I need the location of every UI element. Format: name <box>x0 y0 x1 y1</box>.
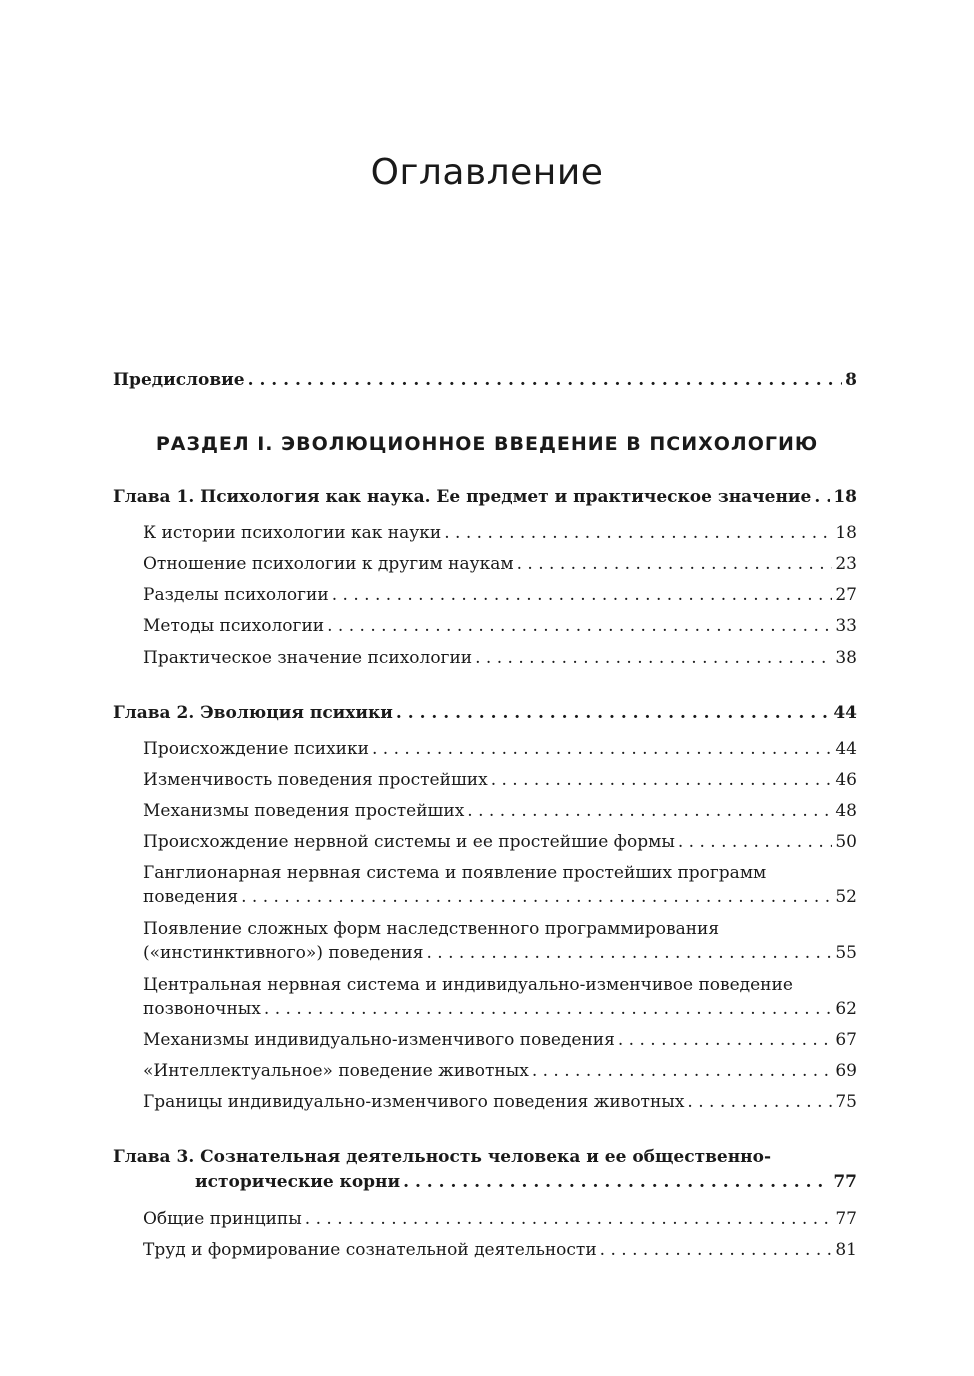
toc-item[interactable] <box>143 739 857 759</box>
toc-item[interactable] <box>143 1030 857 1050</box>
dot-leader <box>678 832 833 852</box>
toc-entry-label: Глава 1. Психология как наука. Ее предмет и практическое значение <box>113 487 812 507</box>
toc-entry-page: 44 <box>835 739 857 759</box>
toc-entry-page: 77 <box>833 1172 857 1192</box>
toc-entry-label: Предисловие <box>113 370 245 390</box>
toc-entry-page: 75 <box>835 1092 857 1112</box>
toc-item[interactable] <box>143 554 857 574</box>
toc-entry-label: Изменчивость поведения простейших <box>143 770 488 790</box>
toc-entry-page: 46 <box>835 770 857 790</box>
toc-entry-page: 18 <box>835 523 857 543</box>
dot-leader <box>305 1209 833 1229</box>
toc-item[interactable] <box>143 999 857 1019</box>
toc-item[interactable] <box>143 887 857 907</box>
dot-leader <box>241 887 832 907</box>
toc-item[interactable] <box>143 585 857 605</box>
toc-item[interactable] <box>143 801 857 821</box>
toc-entry-label: позвоночных <box>143 999 261 1019</box>
toc-entry-label: Отношение психологии к другим наукам <box>143 554 514 574</box>
dot-leader <box>517 554 833 574</box>
toc-entry-page: 8 <box>845 370 857 390</box>
page-title: Оглавление <box>370 152 604 193</box>
toc-entry-page: 44 <box>833 703 857 723</box>
toc-entry-page: 62 <box>835 999 857 1019</box>
toc-entry-label: («инстинктивного») поведения <box>143 943 424 963</box>
toc-item[interactable] <box>143 832 857 852</box>
toc-entry-label: Разделы психологии <box>143 585 329 605</box>
toc-entry-page: 18 <box>833 487 857 507</box>
toc-entry-label: Практическое значение психологии <box>143 648 473 668</box>
dot-leader <box>332 585 833 605</box>
dot-leader <box>600 1240 833 1260</box>
toc-entry-page: 77 <box>835 1209 857 1229</box>
toc-item-first-line: Появление сложных форм наследственного программирования <box>143 919 720 939</box>
dot-leader <box>532 1061 833 1081</box>
toc-item-first-line: Ганглионарная нервная система и появление простейших программ <box>143 863 767 883</box>
toc-chapter-3[interactable] <box>195 1172 857 1192</box>
section-heading: РАЗДЕЛ I. ЭВОЛЮЦИОННОЕ ВВЕДЕНИЕ В ПСИХОЛОГИЮ <box>155 433 819 455</box>
toc-item[interactable] <box>143 770 857 790</box>
dot-leader <box>403 1172 830 1192</box>
toc-entry-page: 27 <box>835 585 857 605</box>
dot-leader <box>327 616 832 636</box>
dot-leader <box>618 1030 833 1050</box>
toc-entry-label: Общие принципы <box>143 1209 302 1229</box>
toc-item[interactable] <box>143 648 857 668</box>
toc-item[interactable] <box>143 1209 857 1229</box>
toc-chapter-3-first-line: Глава 3. Сознательная деятельность человека и ее общественно- <box>113 1147 772 1167</box>
toc-entry-label: К истории психологии как науки <box>143 523 442 543</box>
dot-leader <box>248 370 843 390</box>
toc-entry-label: Происхождение нервной системы и ее простейшие формы <box>143 832 675 852</box>
toc-entry-label: Механизмы поведения простейших <box>143 801 465 821</box>
toc-entry-label: Глава 2. Эволюция психики <box>113 703 393 723</box>
toc-entry-page: 33 <box>835 616 857 636</box>
dot-leader <box>372 739 832 759</box>
toc-entry-page: 67 <box>835 1030 857 1050</box>
dot-leader <box>264 999 832 1019</box>
toc-chapter-1[interactable] <box>113 487 857 507</box>
dot-leader <box>396 703 830 723</box>
toc-entry-label: Происхождение психики <box>143 739 369 759</box>
dot-leader <box>444 523 832 543</box>
toc-entry-label: Границы индивидуально-изменчивого поведения животных <box>143 1092 685 1112</box>
toc-entry-page: 50 <box>835 832 857 852</box>
toc-entry-page: 38 <box>835 648 857 668</box>
toc-entry-page: 23 <box>835 554 857 574</box>
toc-entry-page: 81 <box>835 1240 857 1260</box>
toc-chapter-2[interactable] <box>113 703 857 723</box>
toc-item[interactable] <box>143 616 857 636</box>
toc-item[interactable] <box>143 523 857 543</box>
dot-leader <box>814 487 830 507</box>
toc-entry-page: 55 <box>835 943 857 963</box>
toc-entry-label: поведения <box>143 887 239 907</box>
toc-entry-label: исторические корни <box>195 1172 401 1192</box>
toc-entry-label: Труд и формирование сознательной деятельности <box>143 1240 597 1260</box>
dot-leader <box>475 648 832 668</box>
toc-entry-label: «Интеллектуальное» поведение животных <box>143 1061 529 1081</box>
toc-item-first-line: Центральная нервная система и индивидуально-изменчивое поведение <box>143 975 793 995</box>
dot-leader <box>687 1092 832 1112</box>
toc-item[interactable] <box>143 1240 857 1260</box>
toc-entry-page: 48 <box>835 801 857 821</box>
toc-entry-label: Методы психологии <box>143 616 325 636</box>
toc-entry-page: 69 <box>835 1061 857 1081</box>
toc-entry-preface[interactable] <box>113 370 857 390</box>
toc-entry-label: Механизмы индивидуально-изменчивого поведения <box>143 1030 615 1050</box>
toc-item[interactable] <box>143 1061 857 1081</box>
dot-leader <box>491 770 833 790</box>
toc-entry-page: 52 <box>835 887 857 907</box>
toc-item[interactable] <box>143 943 857 963</box>
toc-item[interactable] <box>143 1092 857 1112</box>
dot-leader <box>467 801 832 821</box>
dot-leader <box>426 943 832 963</box>
